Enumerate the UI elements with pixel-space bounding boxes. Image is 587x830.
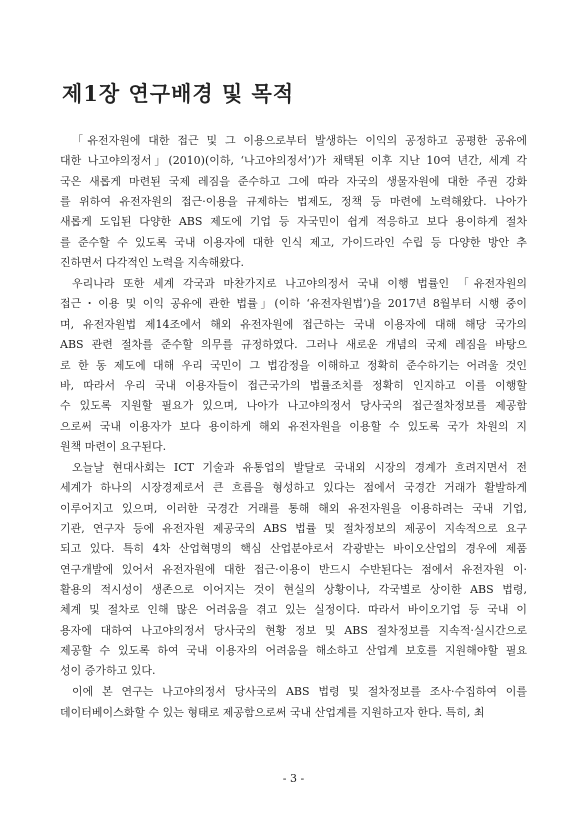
page-number: - 3 - xyxy=(282,772,305,785)
text-line: 으로써 국내 이용자가 보다 용이하게 해외 유전자원을 이용할 수 있도록 국가 차원의 지 xyxy=(60,419,527,433)
text-line: 를 위하여 유전자원의 접근·이용을 규제하는 법제도, 정책 등 마련에 노력해왔다. 나아가 xyxy=(60,195,527,208)
text-line: 기관, 연구자 등에 유전자원 제공국의 ABS 법률 및 절차정보의 제공이 지속적으로 요구 xyxy=(60,521,527,535)
text-line: 이에 본 연구는 나고야의정서 당사국의 ABS 법령 및 절차정보를 조사·수집하여 이를 xyxy=(72,685,527,699)
text-line: 용자에 대하여 나고야의정서 당사국의 현황 정보 및 ABS 절차정보를 지속적·실시간으로 xyxy=(60,623,527,637)
text-line: 이루어지고 있으며, 이러한 국경간 거래를 통해 해외 유전자원을 이용하려는 국내 기업, xyxy=(60,501,527,515)
text-line: 새롭게 도입된 다양한 ABS 제도에 기업 등 자국민이 쉽게 적응하고 보다 용이하게 절차 xyxy=(60,215,527,229)
text-line: 바, 따라서 우리 국내 이용자들이 접근국가의 법률조치를 정확히 인지하고 이를 이행할 xyxy=(60,378,527,392)
text-line: 성이 증가하고 있다. xyxy=(60,664,156,678)
text-line: 대한 나고야의정서」(2010)(이하, ‘나고야의정서’)가 채택된 이후 지난 10여 년간, 세계 각 xyxy=(60,154,527,168)
text-line: 우리나라 또한 세계 각국과 마찬가지로 나고야의정서 국내 이행 법률인 「유전자원의 xyxy=(72,277,527,291)
text-line: 활용의 적시성이 생존으로 이어지는 것이 현실의 상황이나, 각국별로 상이한 ABS 법령, xyxy=(60,582,527,596)
text-line: 「유전자원에 대한 접근 및 그 이용으로부터 발생하는 이익의 공정하고 공평한 공유에 xyxy=(72,134,527,147)
text-line: ABS 관련 절차를 준수할 의무를 규정하였다. 그러나 새로운 개념의 국제 레짐을 바탕으 xyxy=(60,338,527,352)
text-line: 연구개발에 있어서 유전자원에 대한 접근·이용이 반드시 수반된다는 점에서 유전자원 이· xyxy=(60,562,527,576)
text-line: 국은 새롭게 마련된 국제 레짐을 준수하고 그에 따라 자국의 생물자원에 대한 주권 강화 xyxy=(60,174,527,188)
text-line: 되고 있다. 특히 4차 산업혁명의 핵심 산업분야로서 각광받는 바이오산업의 경우에 제품 xyxy=(60,542,527,556)
text-line: 며, 유전자원법 제14조에서 해외 유전자원에 접근하는 국내 이용자에 대해 해당 국가의 xyxy=(60,317,527,331)
text-line: 세계가 하나의 시장경제로서 큰 흐름을 형성하고 있다는 점에서 국경간 거래가 활발하게 xyxy=(60,481,527,495)
text-line: 로 한 동 제도에 대해 우리 국민이 그 법감정을 이해하고 정확히 준수하기는 어려울 것인 xyxy=(60,358,527,372)
chapter-title: 제1장 연구배경 및 목적 xyxy=(62,81,295,106)
text-line: 접근・이용 및 이익 공유에 관한 법률」(이하 ‘유전자원법’)을 2017년 8월부터 시행 중이 xyxy=(60,297,527,311)
text-line: 체계 및 절차로 인해 많은 어려움을 겪고 있는 실정이다. 따라서 바이오기업 등 국내 이 xyxy=(60,603,527,617)
text-line: 제공할 수 있도록 하여 국내 이용자의 어려움을 해소하고 산업계 보호를 지원해야할 필요 xyxy=(60,644,527,657)
text-line: 진하면서 다각적인 노력을 지속해왔다. xyxy=(60,256,245,270)
text-line: 원책 마련이 요구된다. xyxy=(60,439,167,453)
text-line: 오늘날 현대사회는 ICT 기술과 유통업의 발달로 국내외 시장의 경계가 흐려지면서 전 xyxy=(72,460,527,474)
text-line: 를 준수할 수 있도록 국내 이용자에 대한 인식 제고, 가이드라인 수립 등 다양한 방안 추 xyxy=(60,235,527,249)
text-line: 데이터베이스화할 수 있는 형태로 제공함으로써 국내 산업계를 지원하고자 한다. 특히, 최 xyxy=(60,705,485,719)
text-line: 수 있도록 지원할 필요가 있으며, 나아가 나고야의정서 당사국의 접근절차정보를 제공함 xyxy=(60,399,527,413)
